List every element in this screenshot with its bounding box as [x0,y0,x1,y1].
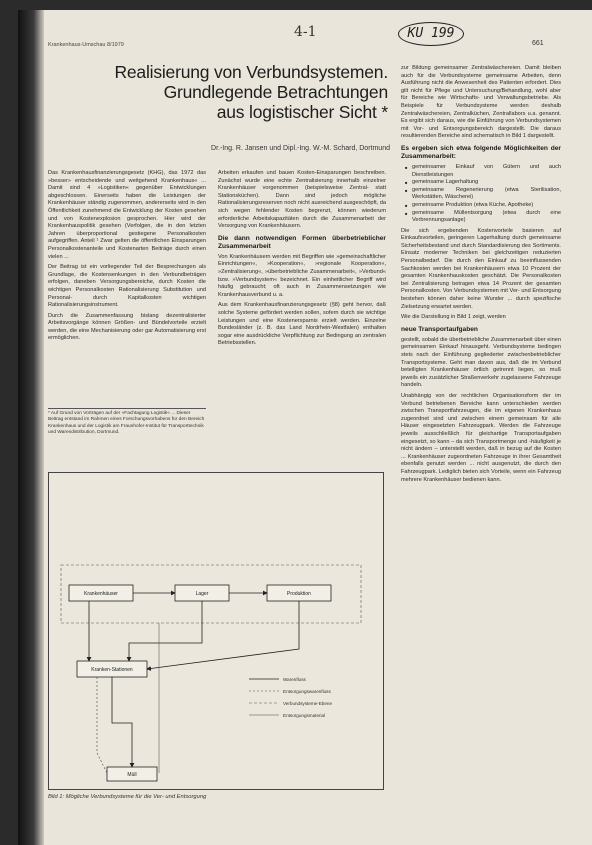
box-label: Produktion [287,591,311,597]
figure-1 [48,472,384,790]
paragraph: Die sich ergebenden Kostenvorteile basieren auf Einkaufsvorteilen, geringeren Lagerhaltung durch gemeinsame Sicherheitsbestand und durch Standardisierung des Sortiments. Einsatz moderner Techniken bei gleichzeitigen reduzierten Personalbedarf. Die durch den Einkauf zu beeinflussenden Sachkosten werden bei Krankenhäusern etwa 10 Prozent der gesamten Krankenhauskosten geschätzt. Die Personalkosten bei Zentralisierung betragen etwa 14 Prozent der gesamten Personalkosten. Von Verbundsystemen mit Ver- und Entsorgung bestehen können daher keine Wunder ... durch spezifische Zielsetzung erwartet werden. [401,227,561,310]
paragraph: Von Krankenhäusern werden mit Begriffen wie »gemeinschaftlicher Einrichtungen«, »Kooperation«, »regionale Kooperation«, »Zentralisierung«, »überbetriebliche Zusammenarbeit«, »Verbund« bzw. »Verbundsystem« bezeichnet. Ein einheitlicher Begriff wird häufig gebraucht; oft auch in Zusammensetzungen wie Krankenhausverbund u. a. [218,253,386,298]
footnote: * Auf Grund von Vorträgen auf der »Fachtagung Logistik« ... Dieser Beitrag entstand im Rahmen eines Forschungsvorhabens für den Bereich Krankenhaus und der Logistik am Fraunhofer-Institut für Transporttechnik und Warendistribution, Dortmund. [48,408,206,437]
section-heading: Es ergeben sich etwa folgende Möglichkeiten der Zusammenarbeit: [401,144,561,160]
flow-line [147,601,299,669]
paragraph: gestellt, sobald die überbetriebliche Zusammenarbeit über einen gemeinsamen Einkauf hinausgeht. Verbundsysteme bedingen stets nach der Einführung gegliederter zwischenbetrieblicher Transportsysteme. Geht man davon aus, daß die im Verbund beteiligten Krankenhäuser örtlich getrennt liegen, so muß jeweils ein zusätzlicher Straßenverkehr zugelassene Fahrzeuge handeln. [401,336,561,389]
logistics-diagram [49,473,385,791]
journal-header: Krankenhaus-Umschau 8/1979 [48,42,124,48]
paragraph: Aus dem Krankenhausfinanzierungsgesetz (§8) geht hervor, daß solche Systeme gefördert werden sollen, sofern durch sie wichtige Leistungen und eine Kostenersparnis erzielt werden. Einzelne Bundesländer (z. B. das Land Nordrhein-Westfalen) enthalten sogar eine ausdrückliche Verpflichtung zur Bedingung an zentralen Betriebsstellen. [218,302,386,347]
title-line: Realisierung von Verbundsystemen. [114,62,388,82]
page-number: 661 [532,40,544,47]
box-label: Kranken-Stationen [91,667,133,673]
handwritten-mark: 4-1 [294,24,317,40]
section-heading: Die dann notwendigen Formen überbetrieblicher Zusammenarbeit [218,234,386,250]
article-title [58,62,388,122]
text-column-3 [401,65,561,487]
flow-line-dashed [97,677,107,773]
list-item: ■ gemeinsamer Einkauf von Gütern und auch Dienstleistungen [405,164,561,179]
article-authors: Dr.-Ing. R. Jansen und Dipl.-Ing. W.-M. Schard, Dortmund [211,145,390,152]
legend-label: Warenfluss [283,677,306,682]
paragraph: Wie die Darstellung in Bild 1 zeigt, werden [401,314,506,321]
box-label: Lager [195,591,209,597]
box-label: Krankenhäuser [84,591,118,597]
list-item: ■ gemeinsame Regenerierung (etwa Sterilisation, Werkstätten, Wäscherei) [405,187,561,202]
title-line: aus logistischer Sicht * [216,102,388,122]
cooperation-list [405,164,561,225]
section-heading: neue Transportaufgaben [401,325,478,333]
flow-line [112,677,132,767]
list-item: ■ gemeinsame Müllentsorgung (etwa durch eine Verbrennungsanlage) [405,210,561,225]
paragraph: zur Bildung gemeinsamer Zentralwäschereien. Damit bleiben auch für die Verbundsysteme gemeinsame Arbeiten, denn Ausführung nicht die Anwesenheit des Patienten erfordert. Dies gilt nicht für Pflege und Untersuchung/Behandlung, wohl aber für Bereiche wie Wirtschafts- und Verwaltungsbetriebe. Als Beispiele für Verbundsysteme werden deshalb Zentralwäschereien, Zentralküchen, Zentrallabors u.a. genannt. Es ergibt sich daraus, wie die Einführung von Verbundsystemen mit Vor- und Entsorgungsbereich dargestellt. Die daraus resultierenden Bereiche sind schematisch in Bild 1 dargestellt. [401,65,561,140]
list-item: ■ gemeinsame Lagerhaltung [405,179,561,187]
figure-caption: Bild 1: Mögliche Verbundsysteme für die Ver- und Entsorgung [48,794,207,800]
legend-label: Entsorgungsmaterial [283,713,326,718]
paragraph: Unabhängig von der rechtlichen Organisationsform der im Verbund betriebenen Bereiche kann unterschieden werden zwischen Transportfahrzeugen, die im eigenen Krankenhaus zugeordnet sind und zwischen einem gemeinsam für alle Häuser eingesetzten Fahrzeugpark. Werden die Fahrzeuge jeweils ausschließlich für gleichartige Transportaufgaben eingesetzt, so kann – da sich Transportmenge und -häufigkeit je nicht ändern – unterstellt werden, daß in bezug auf die Kosten ... Krankenhäuser zugeordneten Fahrzeuge in ihrer Gesamtheit ebenfalls genutzt werden ... nicht ausgenutzt, die durch den Fahrzeugpark. Lediglich bieten sich Vorteile, wenn ein Fahrzeug mehrere Krankenhäuser bedienen kann. [401,392,561,483]
document-page [18,10,592,845]
binder-edge [18,10,44,845]
paragraph: Das Krankenhausfinanzierungsgesetz (KHG), das 1972 das »besser» entscheidende und weitgehend Krankenhaus« ... Damit sind 4 »Logistiken« gegenüber Entwicklungen abgeschlossen. Einerseits haben die Leistungen der Krankenhäuser ständig zugenommen, andererseits wird in den Öffentlichkeit zunehmend die Entwicklung der Kosten gesehen und von Kostenexplosion gesprochen. Hier wird der Krankenhauspolitik gesehen (Verfolgen, die in den letzten Jahren überproportional gestiegene Personalkosten aufgegriffen. Anteil ¹ Zwar gelten die öffentlichen Einsparungen Personalkostenanteile und Kostenarten Beiträge durch einen vielen ... [48,170,206,260]
paragraph: Der Beitrag ist ein vorliegender Teil der Besprechungen als Grundlage, die Kostensenkungen in den Verbundbeträgen erfolgen, daneben Versorgungsbereiche, durch Kosten die wichtigen Personalkosten Rationalisierung Substitution und Personal- durch Kapitalkosten wichtigen Rationalisierungsinstrument. [48,264,206,309]
box-label: Müll [127,772,137,778]
flow-line [129,601,202,661]
legend-label: Entsorgungswarenfluss [283,689,331,694]
text-column-1 [48,170,206,346]
list-item: ■ gemeinsame Produktion (etwa Küche, Apotheke) [405,202,561,210]
legend [249,677,332,718]
text-column-2 [218,170,386,351]
paragraph: Arbeiten erkaufen und bauen Kosten-Einsparungen beschreiben. Zunächst wurde eine echte Zentralisierung innerhalb einzelner Krankenhäuser vorgenommen (beispielsweise Zentral- statt Stationsküchen). Dann sind jedoch mögliche Rationalisierungsreserven noch nicht ausreichend ausgeschöpft, da sich wegen fehlender Kosten begrenzt, können wiederum erforderliche Arbeitskapazitäten durch die Zusammenarbeit der Versorgung von Krankenhäusern. [218,170,386,230]
archive-stamp: KU 199 [398,22,464,46]
legend-label: Verbundsysteme-Ebene [283,701,333,706]
title-line: Grundlegende Betrachtungen [163,82,388,102]
paragraph: Durch die Zusammenfassung bislang dezentralisierter Arbeitsvorgänge können Größen- und Bündelvorteile erzielt werden, die eine Mechanisierung oder gar Automatisierung erst ermöglichen. [48,312,206,342]
